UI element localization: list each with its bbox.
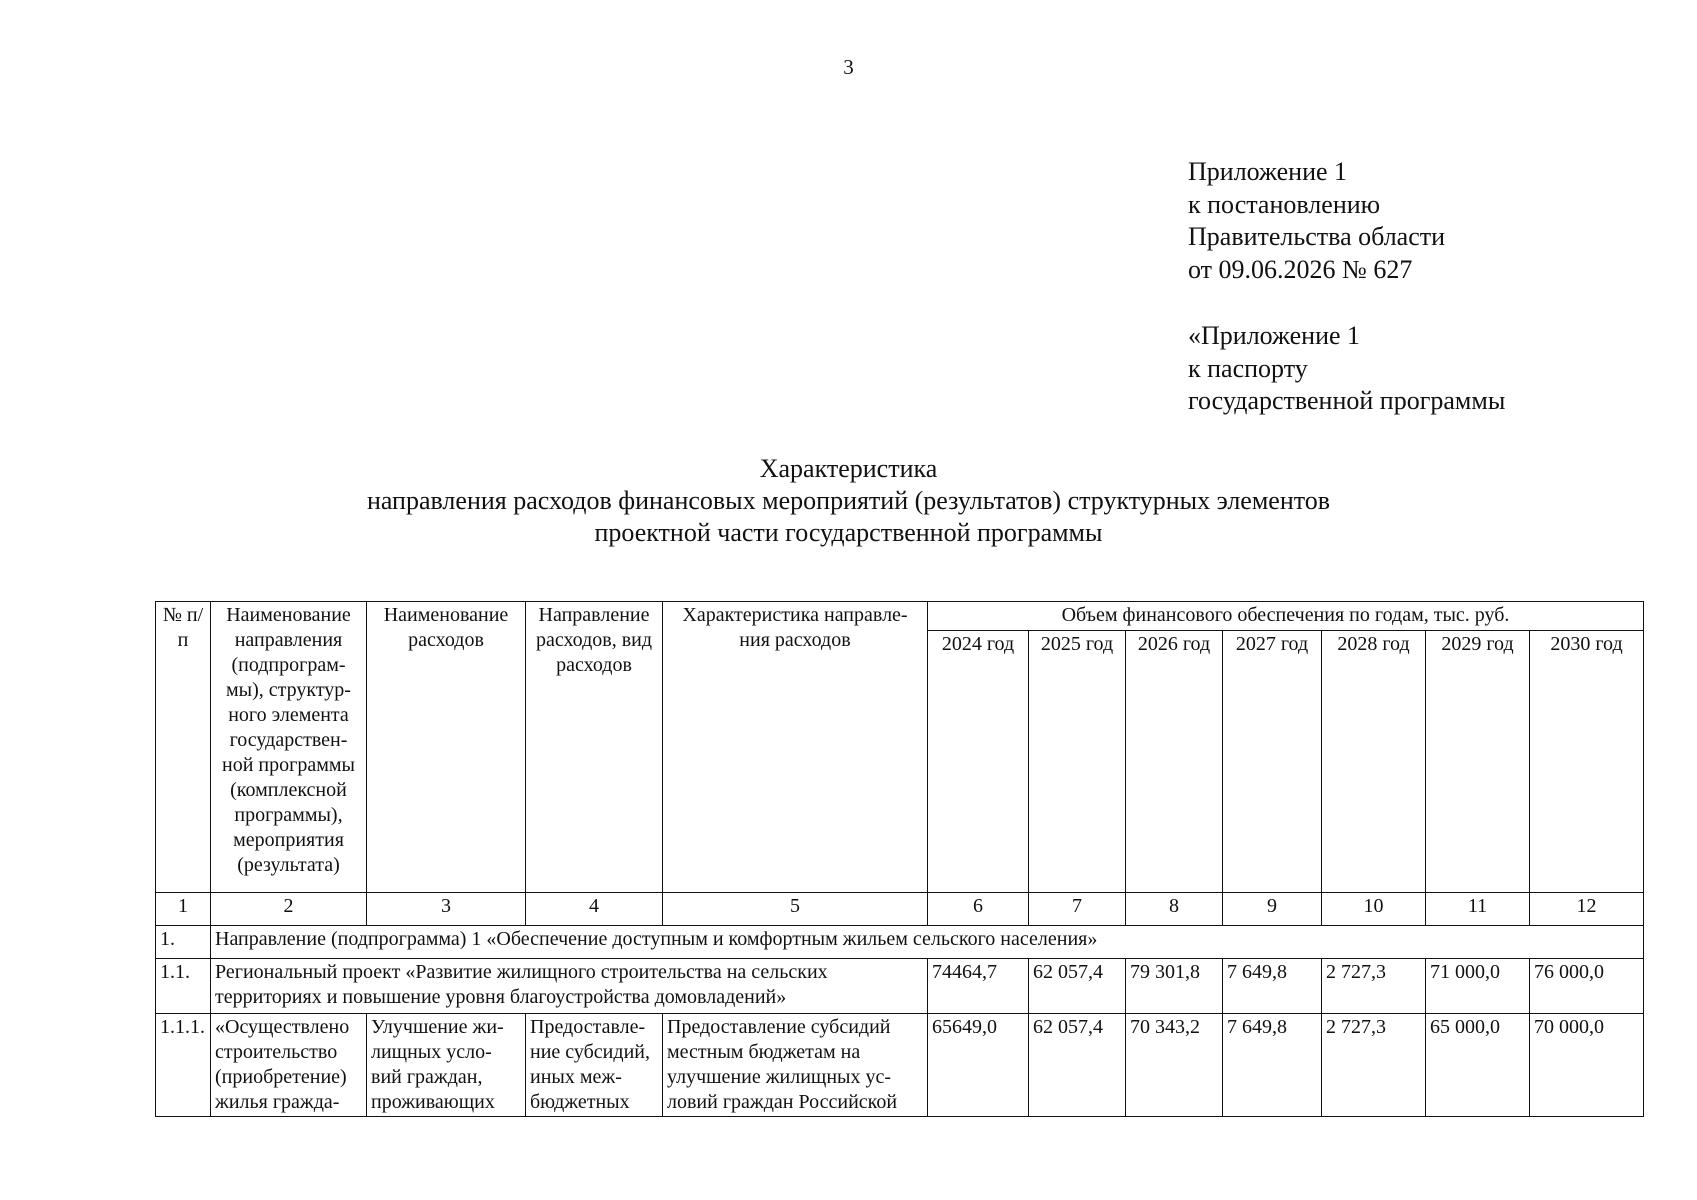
column-number: 4 (526, 893, 663, 926)
column-number: 6 (928, 893, 1029, 926)
row-number: 1.1.1. (156, 1014, 211, 1117)
header-num: № п/п (156, 602, 211, 893)
column-number: 2 (211, 893, 367, 926)
appendix-block (1188, 156, 1505, 418)
page-number: 3 (843, 55, 854, 79)
title-line-1: Характеристика (759, 454, 938, 483)
column-number: 11 (1426, 893, 1530, 926)
value-cell: 2 727,3 (1322, 959, 1426, 1014)
value-cell: 70 000,0 (1530, 1014, 1644, 1117)
result-name-cell (211, 1014, 367, 1117)
expense-name-cell (367, 1014, 526, 1117)
table-row-direction (156, 926, 1644, 959)
column-number: 9 (1223, 893, 1322, 926)
appendix-line: от 09.06.2026 № 627 (1188, 254, 1413, 284)
header-year: 2030 год (1530, 631, 1644, 893)
header-funding: Объем финансового обеспечения по годам, тыс. руб. (928, 602, 1644, 631)
header-row (156, 602, 1644, 631)
header-year: 2026 год (1126, 631, 1223, 893)
column-number: 7 (1029, 893, 1126, 926)
row-project-text: Региональный проект «Развитие жилищного строительства на сельских территориях и повышение уровня благоустройства домовладений» (211, 959, 928, 1014)
header-year: 2028 год (1322, 631, 1426, 893)
value-cell: 65 000,0 (1426, 1014, 1530, 1117)
appendix-line: к паспорту (1188, 353, 1308, 383)
header-year: 2027 год (1223, 631, 1322, 893)
value-cell: 70 343,2 (1126, 1014, 1223, 1117)
row-number: 1.1. (156, 959, 211, 1014)
header-expense-name: Наименование расходов (367, 602, 526, 893)
title-line-3: проектной части государственной программы (594, 518, 1103, 547)
column-number: 8 (1126, 893, 1223, 926)
column-number: 1 (156, 893, 211, 926)
value-cell: 7 649,8 (1223, 959, 1322, 1014)
header-expense-direction: Направление расходов, вид расходов (526, 602, 663, 893)
expense-characteristic: Предоставление субсидий местным бюджетам на улучшение жилищных ус- ловий граждан Российской (667, 1016, 898, 1113)
expense-characteristic-cell (663, 1014, 928, 1117)
header-expense-characteristic: Характеристика направле- ния расходов (663, 602, 928, 893)
value-cell: 71 000,0 (1426, 959, 1530, 1014)
column-number: 3 (367, 893, 526, 926)
value-cell: 79 301,8 (1126, 959, 1223, 1014)
result-name: «Осуществлено строительство (приобретение) жилья гражда- (215, 1016, 350, 1113)
value-cell: 76 000,0 (1530, 959, 1644, 1014)
value-cell: 65649,0 (928, 1014, 1029, 1117)
column-number: 10 (1322, 893, 1426, 926)
value-cell: 62 057,4 (1029, 1014, 1126, 1117)
column-number: 5 (663, 893, 928, 926)
header-name: Наименование направления (подпрограм- мы), структур- ного элемента государствен- ной программы (комплексной программы), мероприятия (результата) (211, 602, 367, 893)
column-number-row (156, 893, 1644, 926)
header-year: 2025 год (1029, 631, 1126, 893)
appendix-line: к постановлению (1188, 189, 1381, 219)
table-row-project (156, 959, 1644, 1014)
funding-table (155, 601, 1644, 1117)
appendix-passport-block (1188, 320, 1505, 418)
header-year: 2029 год (1426, 631, 1530, 893)
document-title (0, 453, 1697, 549)
appendix-line: Правительства области (1188, 222, 1446, 251)
value-cell: 62 057,4 (1029, 959, 1126, 1014)
value-cell: 74464,7 (928, 959, 1029, 1014)
expense-name: Улучшение жи- лищных усло- вий граждан, проживающих (371, 1016, 504, 1113)
row-number: 1. (156, 926, 211, 959)
expense-direction-cell (526, 1014, 663, 1117)
row-direction-text: Направление (подпрограмма) 1 «Обеспечение доступным и комфортным жильем сельского населения» (211, 926, 1644, 959)
value-cell: 2 727,3 (1322, 1014, 1426, 1117)
expense-direction: Предоставле- ние субсидий, иных меж- бюджетных (530, 1016, 650, 1113)
column-number: 12 (1530, 893, 1644, 926)
appendix-line: «Приложение 1 (1188, 321, 1361, 350)
header-year: 2024 год (928, 631, 1029, 893)
value-cell: 7 649,8 (1223, 1014, 1322, 1117)
table-row-result (156, 1014, 1644, 1117)
title-line-2: направления расходов финансовых мероприятий (результатов) структурных элементов (366, 486, 1331, 515)
appendix-line: Приложение 1 (1188, 157, 1348, 186)
appendix-line: государственной программы (1188, 386, 1506, 415)
